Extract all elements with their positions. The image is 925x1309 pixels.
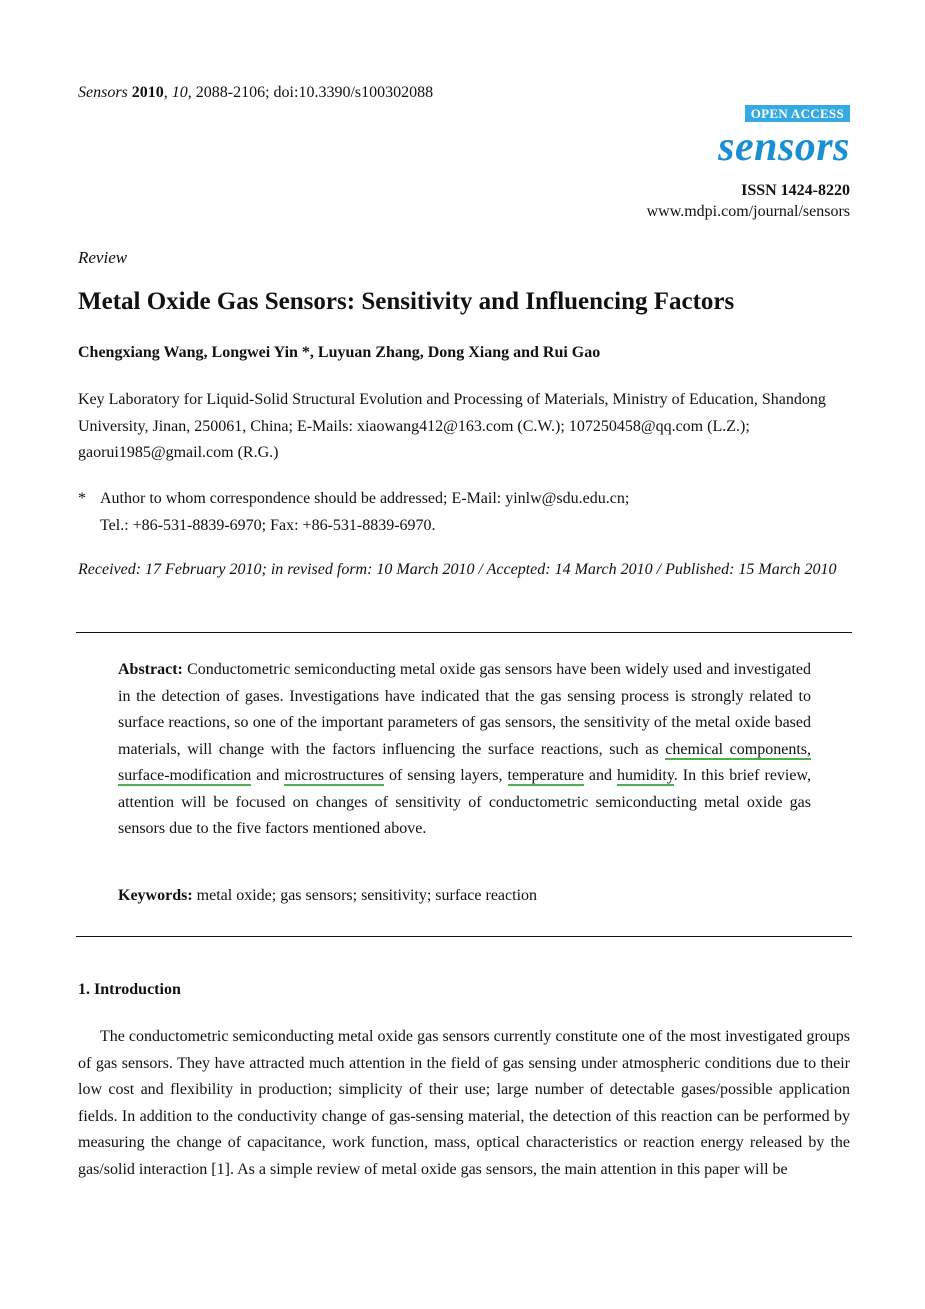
publication-dates: Received: 17 February 2010; in revised form: 10 March 2010 / Accepted: 14 March 2010 / Published: 15 March 2010 [78, 561, 837, 578]
highlight-humidity: humidity [617, 767, 674, 784]
abstract-text-5: and [583, 767, 618, 784]
section-heading-introduction: 1. Introduction [78, 981, 181, 998]
highlight-microstructures: microstructures [284, 767, 384, 784]
abstract-text-1: Conductometric semiconducting metal oxide gas sensors have been widely used and investigated in the detection of gases. Investigations have indicated that the gas sensing process is strongly related to surface reactions, so one of the important parameters of gas sensors, the sensitivity of the metal oxide based materials, will change with the factors influencing the surface reactions, such as [118, 661, 811, 758]
keywords-label: Keywords: [118, 887, 193, 904]
paper-title: Metal Oxide Gas Sensors: Sensitivity and Influencing Factors [78, 288, 735, 315]
keywords-text: metal oxide; gas sensors; sensitivity; surface reaction [192, 887, 538, 904]
author-list: Chengxiang Wang, Longwei Yin *, Luyuan Zhang, Dong Xiang and Rui Gao [78, 344, 601, 361]
abstract [118, 657, 811, 843]
citation-line: Sensors 2010, 10, 2088-2106; doi:10.3390/s100302088 [78, 84, 434, 101]
issn: ISSN 1424-8220 [741, 182, 850, 199]
highlight-temperature: temperature [507, 767, 584, 784]
journal-logo: sensors [718, 124, 850, 170]
open-access-badge: OPEN ACCESS [745, 105, 850, 122]
correspondence-phone: Tel.: +86-531-8839-6970; Fax: +86-531-8839-6970. [100, 516, 436, 534]
divider-bottom [76, 936, 852, 937]
correspondence-note [78, 486, 629, 539]
citation-pages-doi: , 2088-2106; doi:10.3390/s100302088 [187, 84, 434, 101]
correspondence-line-1 [78, 486, 629, 513]
introduction-paragraph: The conductometric semiconducting metal oxide gas sensors currently constitute one of the most investigated groups of gas sensors. They have attracted much attention in the field of gas sensing under atmospheric conditions due to their low cost and flexibility in production; simplicity of their use; large number of detectable gases/possible application fields. In addition to the conductivity change of gas-sensing material, the detection of this reaction can be performed by measuring the change of capacitance, work function, mass, optical characteristics or reaction energy released by the gas/solid interaction [1]. As a simple review of metal oxide gas sensors, the main attention in this paper will be [78, 1028, 850, 1178]
abstract-label: Abstract: [118, 661, 183, 678]
highlight-chemical-components: chemical components, [665, 740, 812, 758]
citation-volume: 10 [171, 84, 188, 101]
correspondence-star: * [78, 490, 86, 507]
citation-journal: Sensors [78, 84, 128, 101]
abstract-text-6: . In this brief review, attention will be focused on changes of sensitivity of conductometric semiconducting metal oxide gas sensors due to the five factors mentioned above. [118, 767, 811, 837]
citation-year: 2010 [131, 84, 164, 101]
journal-url[interactable]: www.mdpi.com/journal/sensors [646, 203, 850, 220]
article-type: Review [78, 248, 128, 267]
correspondence-email: Author to whom correspondence should be addressed; E-Mail: yinlw@sdu.edu.cn; [100, 490, 630, 507]
abstract-text-4: of sensing layers, [383, 767, 508, 784]
affiliation: Key Laboratory for Liquid-Solid Structural Evolution and Processing of Materials, Ministry of Education, Shandong University, Jinan, 250061, China; E-Mails: xiaowang412@163.com (C.W.); 107250458@qq.com (L.Z.); gaorui1985@gmail.com (R.G.) [78, 391, 826, 461]
keywords [118, 887, 537, 905]
divider-top [76, 632, 852, 633]
abstract-text-3: and [251, 767, 285, 784]
highlight-surface-modification: surface-modification [118, 767, 252, 784]
